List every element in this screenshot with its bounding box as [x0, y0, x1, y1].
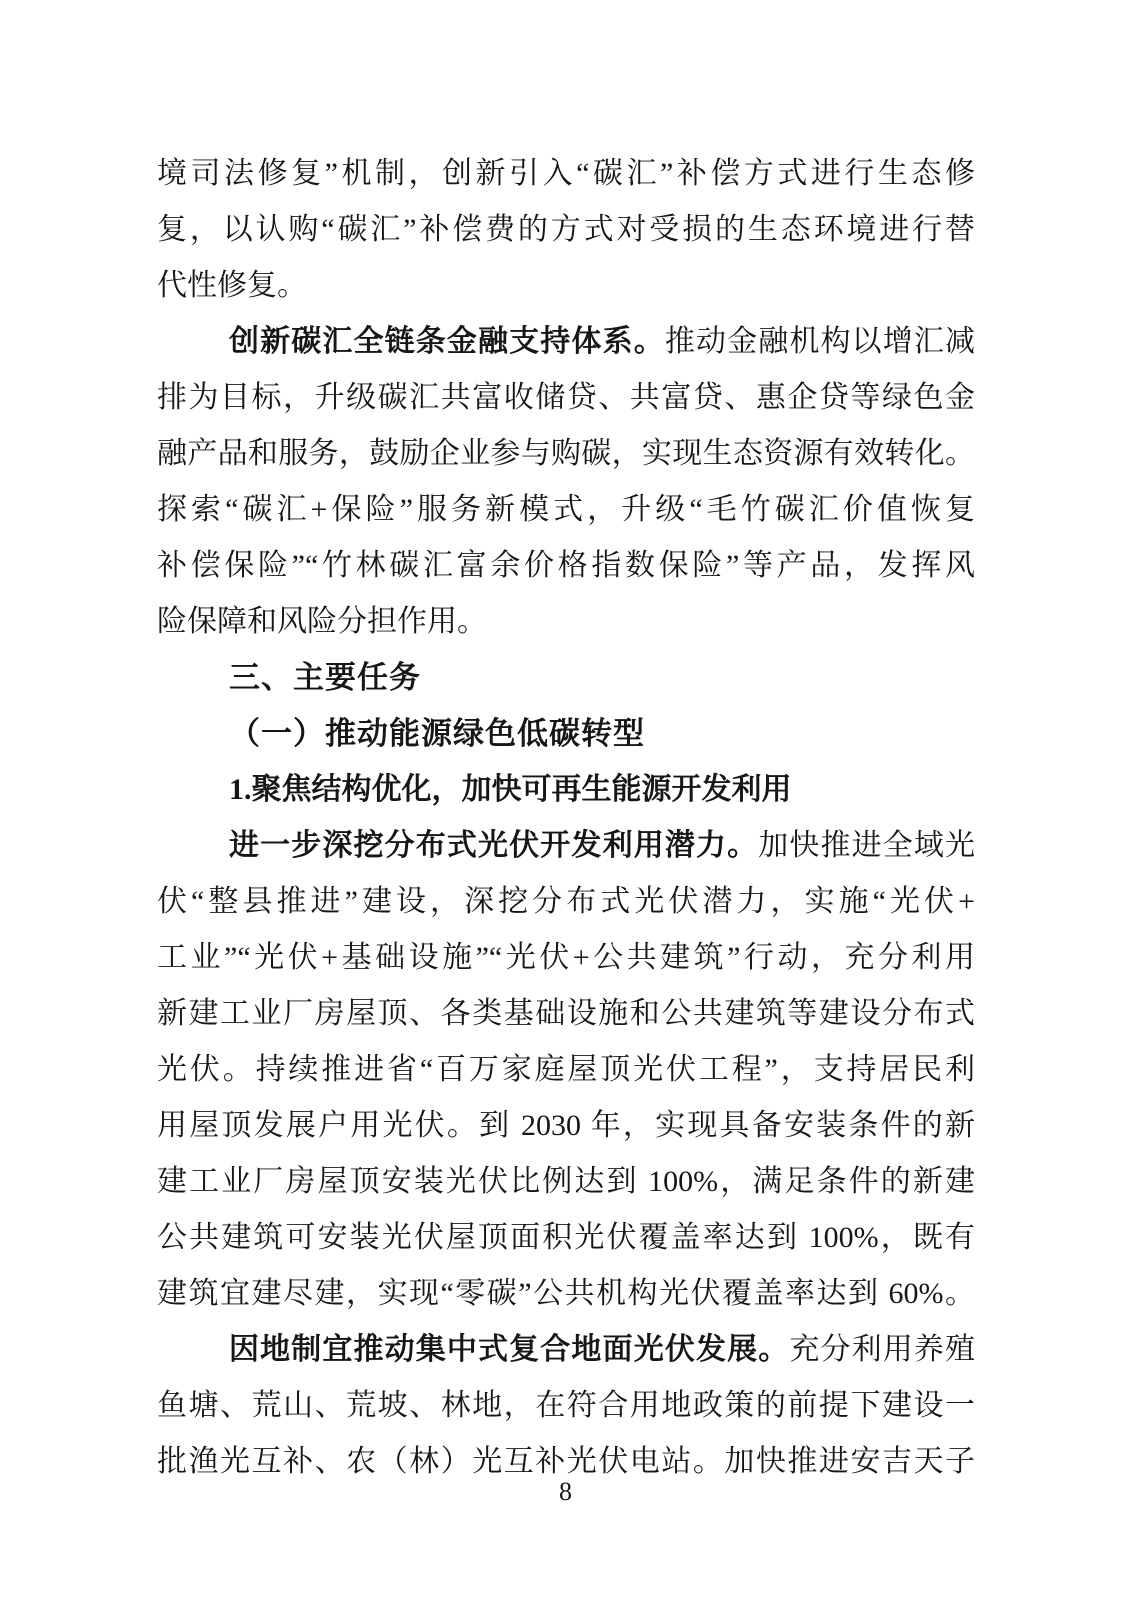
- text-line: [157, 258, 975, 314]
- text-line: [157, 1378, 975, 1434]
- text-segment: 用屋顶发展户用光伏。到 2030 年，实现具备安装条件的新: [157, 1109, 975, 1142]
- text-segment: 创新碳汇全链条金融支持体系。: [229, 325, 665, 358]
- text-segment: 复，以认购“碳汇”补偿费的方式对受损的生态环境进行替: [157, 213, 975, 246]
- heading: [157, 762, 975, 818]
- heading: [157, 706, 975, 762]
- paragraph: [157, 314, 975, 650]
- text-segment: 三、主要任务: [229, 660, 421, 695]
- text-line: [157, 482, 975, 538]
- text-segment: 代性修复。: [157, 269, 307, 302]
- text-segment: 境司法修复”机制，创新引入“碳汇”补偿方式进行生态修: [157, 157, 975, 190]
- paragraph: [157, 146, 975, 314]
- text-line: [157, 314, 975, 370]
- text-line: [157, 818, 975, 874]
- text-segment: 建筑宜建尽建，实现“零碳”公共机构光伏覆盖率达到 60%。: [157, 1277, 975, 1310]
- text-line: [157, 426, 975, 482]
- text-segment: 充分利用养殖: [789, 1333, 976, 1366]
- text-line: [157, 1266, 975, 1322]
- text-segment: （一）推动能源绿色低碳转型: [229, 716, 645, 751]
- text-line: [157, 986, 975, 1042]
- text-segment: 进一步深挖分布式光伏开发利用潜力。: [229, 829, 759, 862]
- text-line: [157, 370, 975, 426]
- text-segment: 建工业厂房屋顶安装光伏比例达到 100%，满足条件的新建: [157, 1165, 975, 1198]
- text-line: [157, 1154, 975, 1210]
- text-line: [157, 146, 975, 202]
- text-segment: 排为目标，升级碳汇共富收储贷、共富贷、惠企贷等绿色金: [157, 381, 975, 414]
- paragraph: [157, 818, 975, 1322]
- text-segment: 新建工业厂房屋顶、各类基础设施和公共建筑等建设分布式: [157, 997, 975, 1030]
- text-line: [157, 930, 975, 986]
- text-line: [157, 1098, 975, 1154]
- text-line: [157, 1322, 975, 1378]
- text-line: [157, 1210, 975, 1266]
- page-number: 8: [559, 1477, 572, 1506]
- text-segment: 1.聚焦结构优化，加快可再生能源开发利用: [229, 773, 792, 806]
- paragraph: [157, 1322, 975, 1490]
- text-segment: 鱼塘、荒山、荒坡、林地，在符合用地政策的前提下建设一: [157, 1389, 975, 1422]
- text-segment: 工业”“光伏+基础设施”“光伏+公共建筑”行动，充分利用: [157, 941, 975, 974]
- text-line: [157, 202, 975, 258]
- text-segment: 补偿保险”“竹林碳汇富余价格指数保险”等产品，发挥风: [157, 549, 975, 582]
- text-segment: 伏“整县推进”建设，深挖分布式光伏潜力，实施“光伏+: [157, 885, 975, 918]
- document-content: [157, 146, 975, 1490]
- text-line: [157, 762, 975, 818]
- text-line: [157, 1042, 975, 1098]
- text-segment: 因地制宜推动集中式复合地面光伏发展。: [229, 1333, 790, 1366]
- text-line: [157, 594, 975, 650]
- text-segment: 探索“碳汇+保险”服务新模式，升级“毛竹碳汇价值恢复: [157, 493, 975, 526]
- text-segment: 批渔光互补、农（林）光互补光伏电站。加快推进安吉天子: [157, 1445, 975, 1478]
- heading: [157, 650, 975, 706]
- text-segment: 加快推进全域光: [758, 829, 976, 862]
- text-segment: 险保障和风险分担作用。: [157, 605, 487, 638]
- text-segment: 公共建筑可安装光伏屋顶面积光伏覆盖率达到 100%，既有: [157, 1221, 975, 1254]
- text-line: [157, 874, 975, 930]
- text-segment: 推动金融机构以增汇减: [664, 325, 976, 358]
- text-segment: 光伏。持续推进省“百万家庭屋顶光伏工程”，支持居民利: [157, 1053, 975, 1086]
- text-line: [157, 706, 975, 762]
- text-line: [157, 650, 975, 706]
- text-line: [157, 538, 975, 594]
- text-segment: 融产品和服务，鼓励企业参与购碳，实现生态资源有效转化。: [157, 437, 975, 470]
